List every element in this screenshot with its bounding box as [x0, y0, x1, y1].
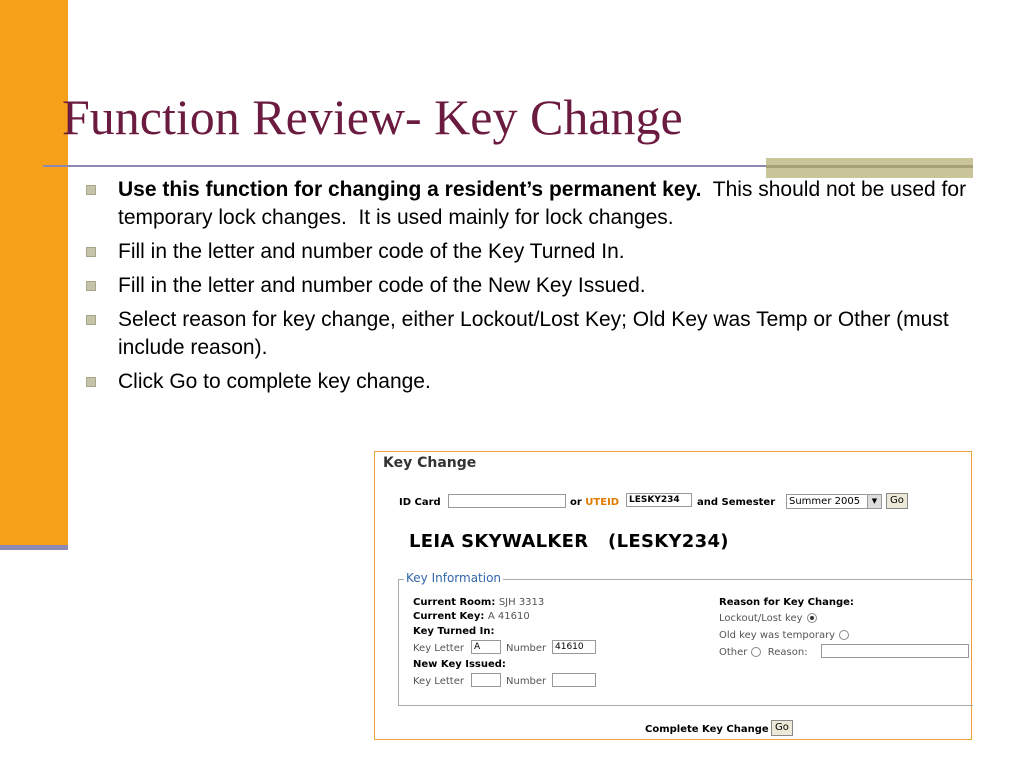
key-change-title: Key Change	[383, 455, 477, 471]
title-rule-accent-line	[766, 165, 973, 168]
slide-accent-bar	[0, 0, 68, 545]
turned-in-number-label: Number	[506, 643, 547, 654]
reason-temp	[719, 630, 849, 641]
or-label	[570, 497, 619, 508]
bullet-text: Select reason for key change, either Lockout/Lost Key; Old Key was Temp or Other (must include reason).	[118, 308, 949, 359]
bullet-item	[82, 272, 972, 300]
new-key-number-input[interactable]	[552, 673, 596, 687]
bullet-item	[82, 306, 972, 362]
chevron-down-icon: ▼	[867, 495, 881, 508]
current-key	[413, 611, 530, 622]
uteid-label: UTEID	[585, 497, 620, 508]
title-rule	[43, 165, 771, 167]
new-key-letter-label: Key Letter	[413, 676, 464, 687]
turned-in-key-letter-input[interactable]: A	[471, 640, 501, 654]
reason-lockout-label: Lockout/Lost key	[719, 613, 803, 624]
complete-go-button[interactable]: Go	[771, 720, 793, 736]
reason-label: Reason for Key Change:	[719, 597, 854, 608]
reason-temp-radio[interactable]	[839, 630, 849, 640]
uteid-input[interactable]: LESKY234	[626, 493, 692, 507]
current-key-label: Current Key:	[413, 611, 485, 622]
reason-other-radio[interactable]	[751, 647, 761, 657]
bullet-item	[82, 238, 972, 266]
turned-in-key-letter-label: Key Letter	[413, 643, 464, 654]
bullet-square-icon	[86, 315, 96, 325]
bullet-square-icon	[86, 281, 96, 291]
or-text: or	[570, 497, 582, 508]
new-key-letter-input[interactable]	[471, 673, 501, 687]
new-key-issued-label: New Key Issued:	[413, 659, 506, 670]
semester-label: and Semester	[697, 497, 776, 508]
current-room-label: Current Room:	[413, 597, 496, 608]
slide-title: Function Review- Key Change	[62, 89, 683, 145]
reason-lockout	[719, 613, 817, 624]
bullet-square-icon	[86, 377, 96, 387]
bullet-text: This should not be used for temporary lock changes. It is used mainly for lock changes.	[118, 178, 972, 229]
semester-select[interactable]	[786, 494, 882, 509]
id-card-input[interactable]	[448, 494, 566, 508]
bullet-square-icon	[86, 247, 96, 257]
go-button[interactable]: Go	[886, 493, 908, 509]
resident-name: LEIA SKYWALKER (LESKY234)	[409, 531, 729, 552]
current-room-value: SJH 3313	[498, 597, 545, 608]
bullet-list	[82, 176, 972, 402]
reason-text-input[interactable]	[821, 644, 969, 658]
title-rule-accent	[766, 158, 973, 178]
bullet-item	[82, 176, 972, 232]
key-information-legend: Key Information	[406, 571, 502, 585]
current-room	[413, 597, 544, 608]
key-turned-in-label: Key Turned In:	[413, 626, 495, 637]
semester-selected: Summer 2005	[789, 496, 861, 507]
reason-lockout-radio[interactable]	[807, 613, 817, 623]
bullet-text: Fill in the letter and number code of the New Key Issued.	[118, 274, 646, 297]
id-card-label: ID Card	[399, 497, 441, 508]
reason-other-label: Other	[719, 647, 748, 658]
bullet-square-icon	[86, 185, 96, 195]
current-key-value: A 41610	[487, 611, 530, 622]
reason-temp-label: Old key was temporary	[719, 630, 836, 641]
bullet-bold-text: Use this function for changing a resident’s permanent key.	[118, 178, 702, 201]
key-change-screenshot	[374, 451, 972, 740]
turned-in-number-input[interactable]: 41610	[552, 640, 596, 654]
bullet-text: Click Go to complete key change.	[118, 370, 431, 393]
slide-accent-bar-shadow	[0, 545, 68, 550]
bullet-text: Fill in the letter and number code of the Key Turned In.	[118, 240, 625, 263]
reason-text-label: Reason:	[767, 647, 808, 658]
complete-key-change-label: Complete Key Change	[645, 724, 769, 735]
new-key-number-label: Number	[506, 676, 547, 687]
bullet-item	[82, 368, 972, 396]
reason-other	[719, 647, 808, 658]
